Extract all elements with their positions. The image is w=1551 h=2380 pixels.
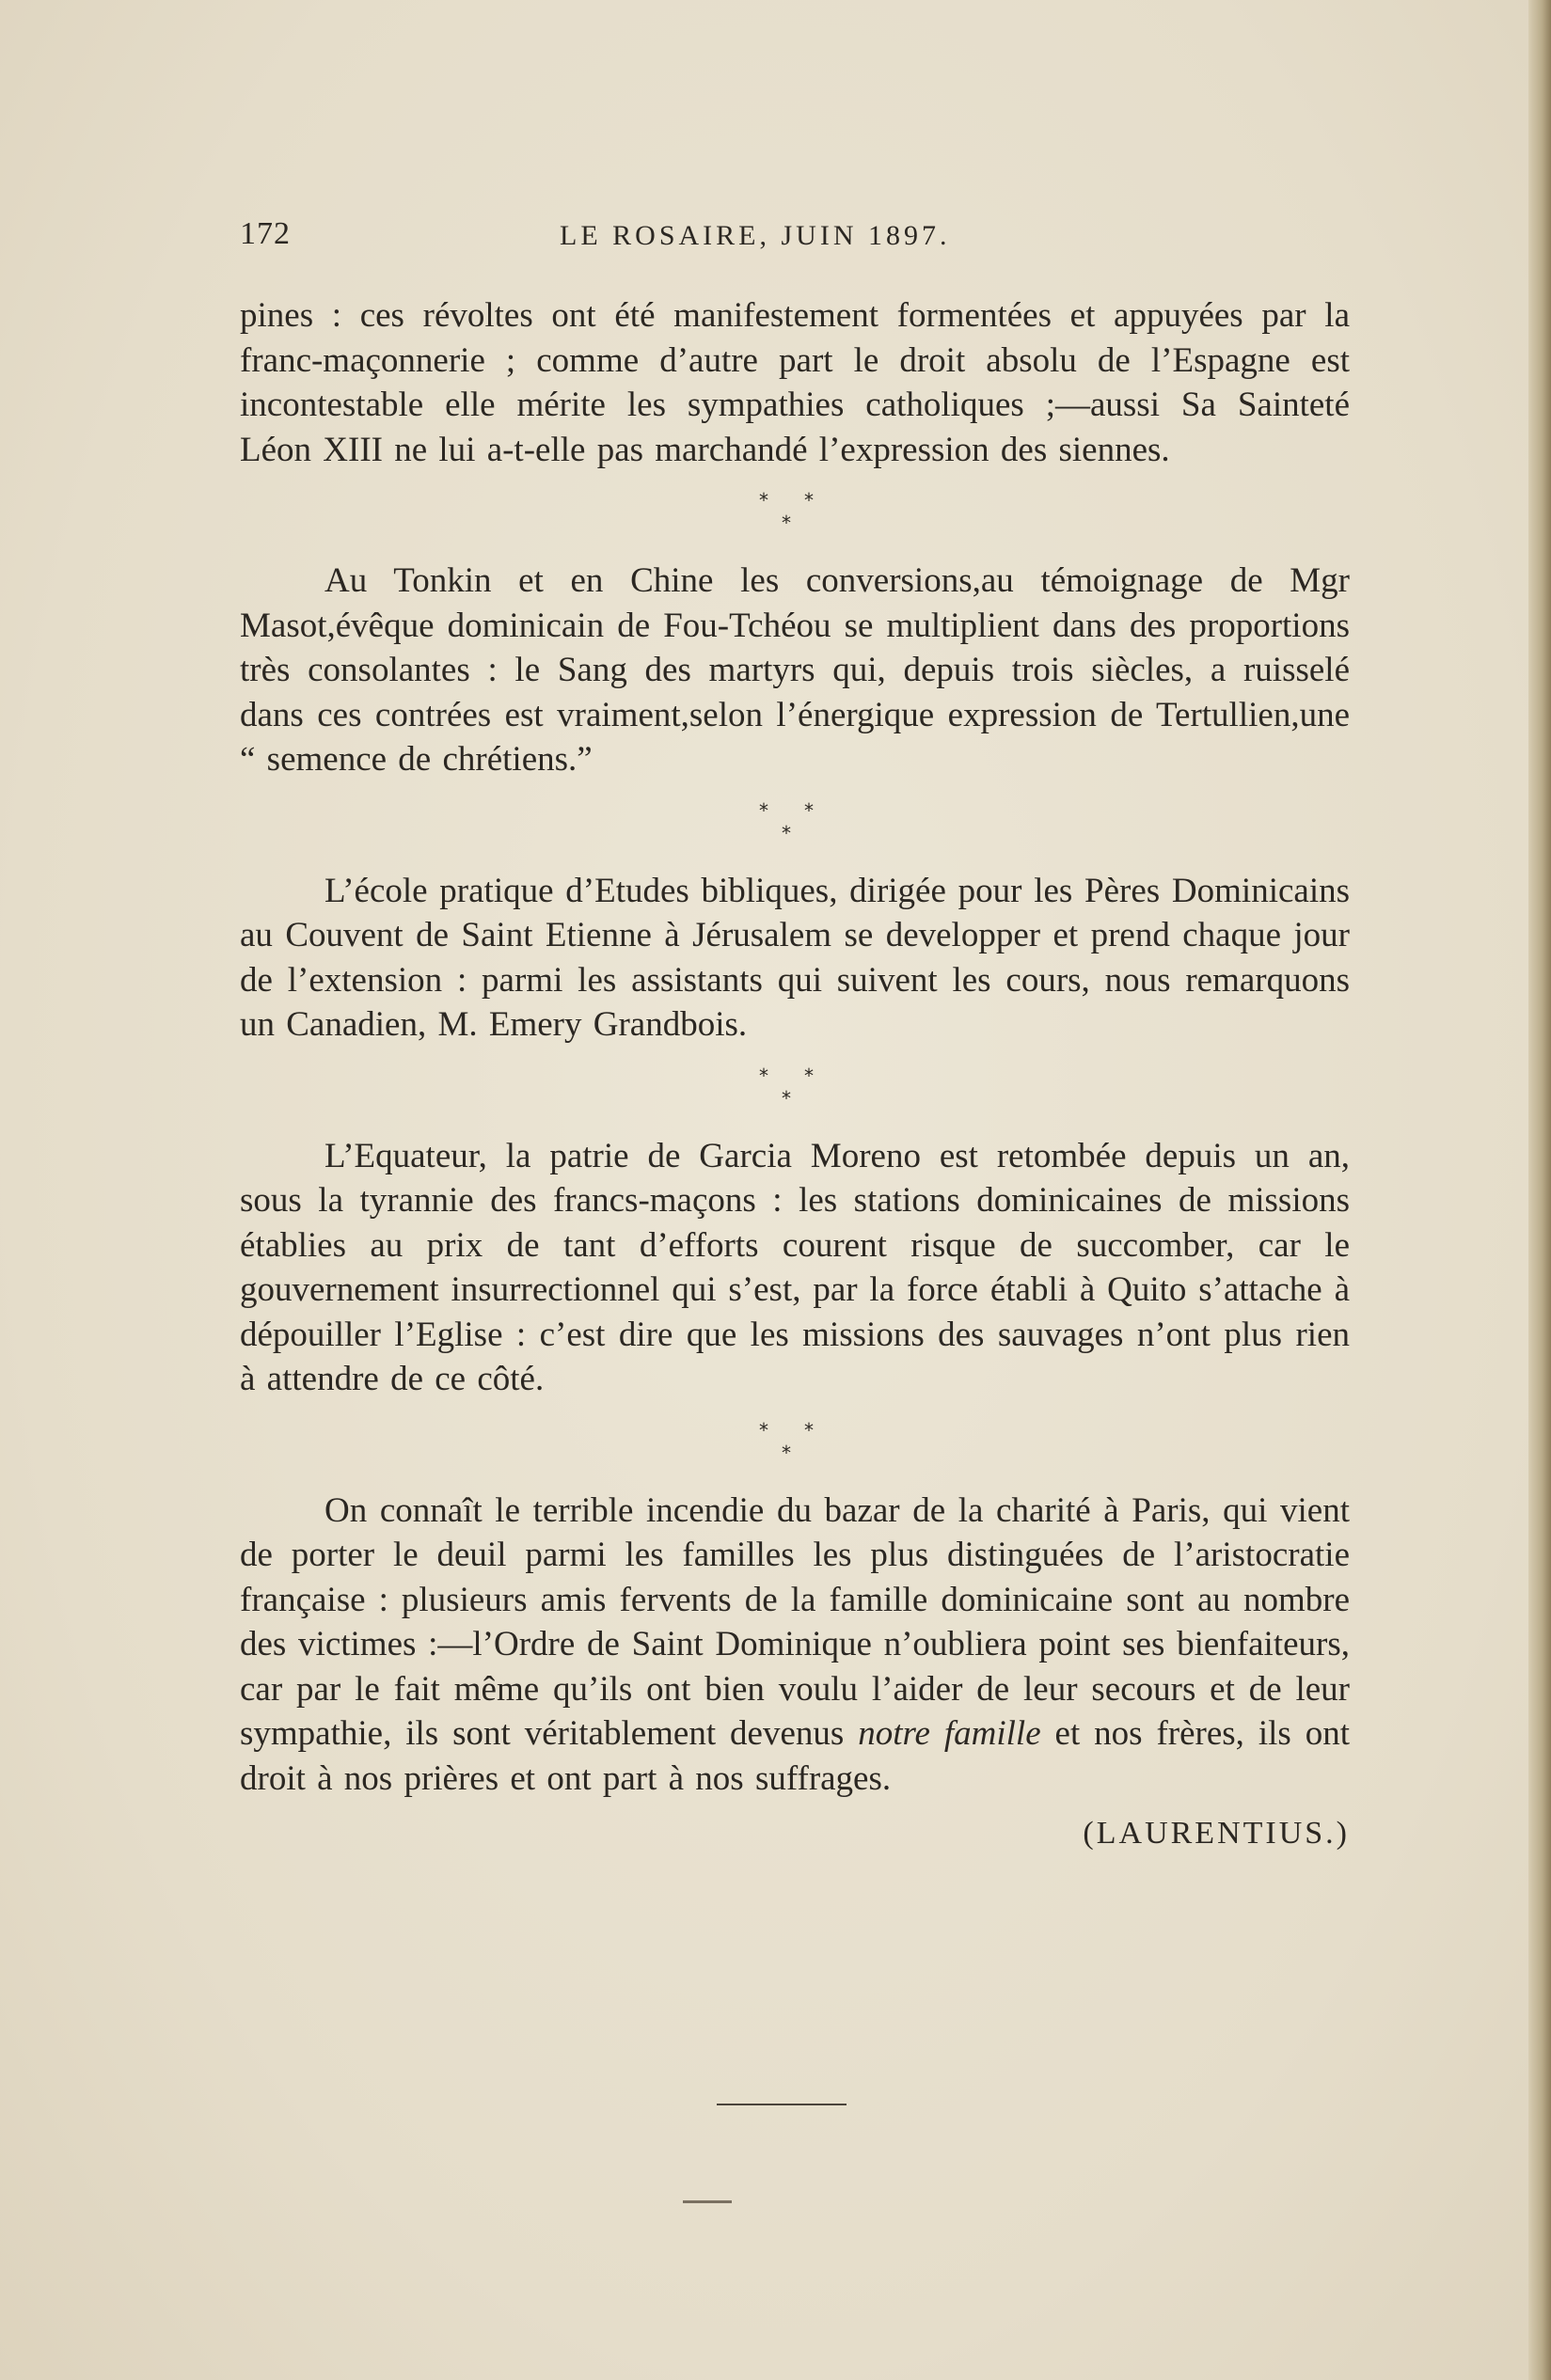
italic-phrase: notre famille: [858, 1714, 1041, 1753]
page-edge: [1528, 0, 1551, 2380]
bottom-mark: [683, 2200, 732, 2203]
asterisk: *: [759, 489, 768, 512]
asterisk: *: [759, 1064, 768, 1087]
asterism-3: [240, 1048, 1350, 1134]
paragraph-paris-text-1: On connaît le terrible incendie du bazar de la charité à Paris, qui vient de porter le deuil parmi les familles les plus distinguées de l’aristocratie française : plusieurs amis fervents de la famille dominicaine sont au nombre des victimes :—l’Ordre de Saint Dominique n’oubliera point ses bienfaiteurs, car par le fait même qu’ils ont bien voulu l’aider de leur secours et de leur sympathie, ils sont véritablement devenus: [240, 1490, 1350, 1753]
running-head: [240, 216, 1350, 273]
asterisk: *: [759, 1418, 768, 1442]
paragraph-paris: [240, 1489, 1350, 1802]
closing-rule: [717, 2104, 847, 2105]
paragraph-equateur: L’Equateur, la patrie de Garcia Moreno est retombée depuis un an, sous la tyrannie des francs-maçons : les stations dominicaines de missions établies au prix de tant d’efforts courent risque de succomber, car le gouvernement insurrectionnel qui s’est, par la force établi à Quito s’attache à dépouiller l’Eglise : c’est dire que les missions des sauvages n’ont plus rien à attendre de ce côté.: [240, 1136, 1350, 1398]
asterisk: *: [759, 798, 768, 822]
asterisk: *: [804, 1064, 814, 1087]
asterisk: *: [804, 798, 814, 822]
paragraph-tonkin: Au Tonkin et en Chine les conversions,au témoignage de Mgr Masot,évêque dominicain de Fou-Tchéou se multiplient dans des proportions très consolantes : le Sang des martyrs qui, depuis trois siècles, a ruisselé dans ces contrées est vraiment,selon l’énergique expression de Tertullien,une “ semence de chrétiens.”: [240, 561, 1350, 779]
signature: (LAURENTIUS.): [1083, 1816, 1350, 1851]
asterisk: *: [804, 1418, 814, 1442]
paragraph-paris-text-2: et nos frères, ils ont droit à nos prières et ont part à nos suffrages.: [240, 1714, 1351, 1798]
page-number: 172: [240, 216, 291, 251]
asterism-4: [240, 1402, 1350, 1489]
asterisk: *: [782, 512, 791, 534]
asterisk: *: [782, 821, 791, 844]
asterisk: *: [782, 1086, 791, 1110]
text-column: [240, 216, 1350, 1852]
asterism-2: [240, 782, 1350, 869]
asterisk: *: [804, 489, 814, 512]
asterism-1: [240, 472, 1350, 559]
paragraph-spain: pines : ces révoltes ont été manifestement formentées et appuyées par la franc-maçonnerie ; comme d’autre part le droit absolu de l’Espagne est incontestable elle mérite les sympathies catholiques ;—aussi Sa Sainteté Léon XIII ne lui a-t-elle pas marchandé l’expression des siennes.: [240, 296, 1350, 469]
paragraph-jerusalem: L’école pratique d’Etudes bibliques, dirigée pour les Pères Dominicains au Couvent de Saint Etienne à Jérusalem se developper et prend chaque jour de l’extension : parmi les assistants qui suivent les cours, nous remarquons un Canadien, M. Emery Grandbois.: [240, 871, 1350, 1044]
asterisk: *: [782, 1441, 791, 1464]
running-head-title: LE ROSAIRE, JUIN 1897.: [560, 220, 951, 251]
